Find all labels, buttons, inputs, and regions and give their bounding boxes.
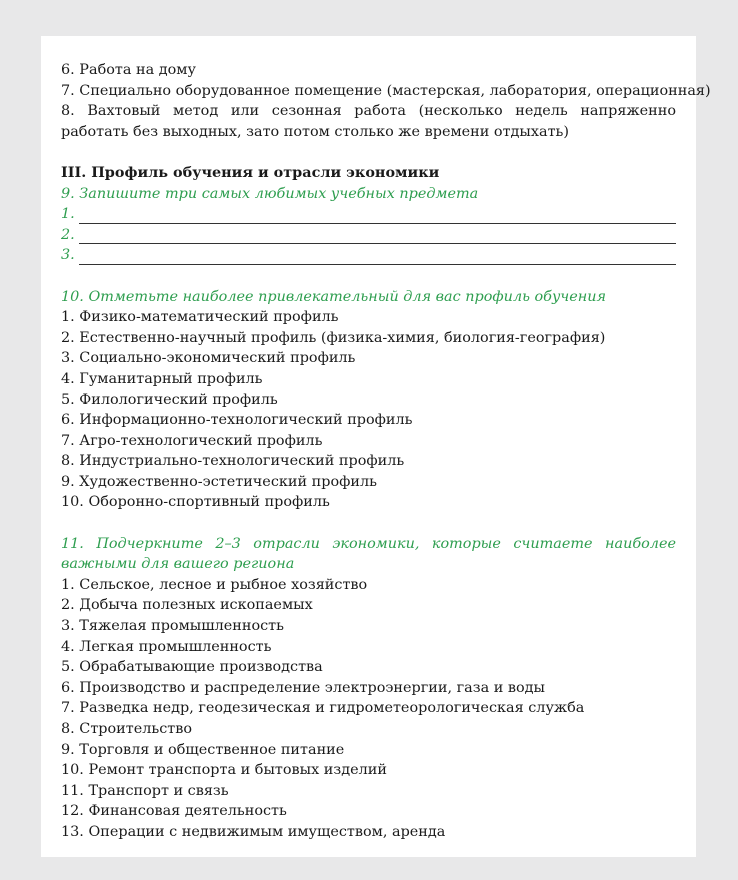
list-item[interactable]: 10. Оборонно-спортивный профиль xyxy=(61,494,330,511)
list-item[interactable]: 5. Филологический профиль xyxy=(61,391,278,408)
list-item[interactable]: 6. Производство и распределение электроэнергии, газа и воды xyxy=(61,679,545,696)
list-item[interactable]: 12. Финансовая деятельность xyxy=(61,803,287,820)
list-item[interactable]: 9. Художественно-эстетический профиль xyxy=(61,473,377,490)
list-item: 8. Вахтовый метод или сезонная работа (несколько недель напряженно работать без выходных, зато потом столько же времени отдыхать) xyxy=(61,103,676,140)
spacer xyxy=(61,266,676,287)
list-item[interactable]: 9. Торговля и общественное питание xyxy=(61,741,345,758)
question-9-block xyxy=(61,184,676,266)
list-item[interactable]: 7. Разведка недр, геодезическая и гидрометеорологическая служба xyxy=(61,700,585,717)
list-item[interactable]: 4. Легкая промышленность xyxy=(61,638,272,655)
answer-line-3[interactable] xyxy=(61,245,676,266)
intro-list xyxy=(61,60,711,142)
list-item[interactable]: 5. Обрабатывающие производства xyxy=(61,659,323,676)
answer-number: 2. xyxy=(61,226,75,243)
list-item[interactable]: 7. Агро-технологический профиль xyxy=(61,432,323,449)
question-10: 10. Отметьте наиболее привлекательный для вас профиль обучения xyxy=(61,288,607,305)
answer-rule[interactable] xyxy=(79,207,676,224)
spacer xyxy=(61,513,676,534)
question-9: 9. Запишите три самых любимых учебных предмета xyxy=(61,185,479,202)
list-item[interactable]: 6. Информационно-технологический профиль xyxy=(61,412,413,429)
list-item[interactable]: 8. Индустриально-технологический профиль xyxy=(61,453,405,470)
question-11: 11. Подчеркните 2–3 отрасли экономики, которые считаете наиболее важными для вашего региона xyxy=(61,535,676,573)
answer-rule[interactable] xyxy=(79,227,676,244)
list-item[interactable]: 1. Физико-математический профиль xyxy=(61,309,339,326)
answer-line-1[interactable] xyxy=(61,204,676,225)
list-item[interactable]: 2. Естественно-научный профиль (физика-химия, биология-география) xyxy=(61,329,606,346)
answer-number: 1. xyxy=(61,206,75,223)
answer-rule[interactable] xyxy=(79,248,676,265)
spacer xyxy=(61,142,676,163)
list-item[interactable]: 11. Транспорт и связь xyxy=(61,782,229,799)
list-item[interactable]: 4. Гуманитарный профиль xyxy=(61,370,263,387)
list-item[interactable]: 8. Строительство xyxy=(61,721,192,737)
list-item[interactable]: 3. Тяжелая промышленность xyxy=(61,618,284,635)
list-item: 6. Работа на дому xyxy=(61,62,196,78)
section-heading: III. Профиль обучения и отрасли экономики xyxy=(61,163,440,181)
questionnaire-page xyxy=(41,36,711,857)
list-item: 7. Специально оборудованное помещение (мастерская, лаборатория, операционная) xyxy=(61,82,711,99)
list-item[interactable]: 2. Добыча полезных ископаемых xyxy=(61,597,313,614)
list-item[interactable]: 3. Социально-экономический профиль xyxy=(61,350,356,367)
answer-number: 3. xyxy=(61,247,75,264)
question-10-block xyxy=(61,287,676,514)
list-item[interactable]: 10. Ремонт транспорта и бытовых изделий xyxy=(61,762,387,779)
question-11-block xyxy=(61,534,676,843)
list-item[interactable]: 1. Сельское, лесное и рыбное хозяйство xyxy=(61,576,368,593)
list-item[interactable]: 13. Операции с недвижимым имуществом, аренда xyxy=(61,823,446,840)
answer-line-2[interactable] xyxy=(61,225,676,246)
